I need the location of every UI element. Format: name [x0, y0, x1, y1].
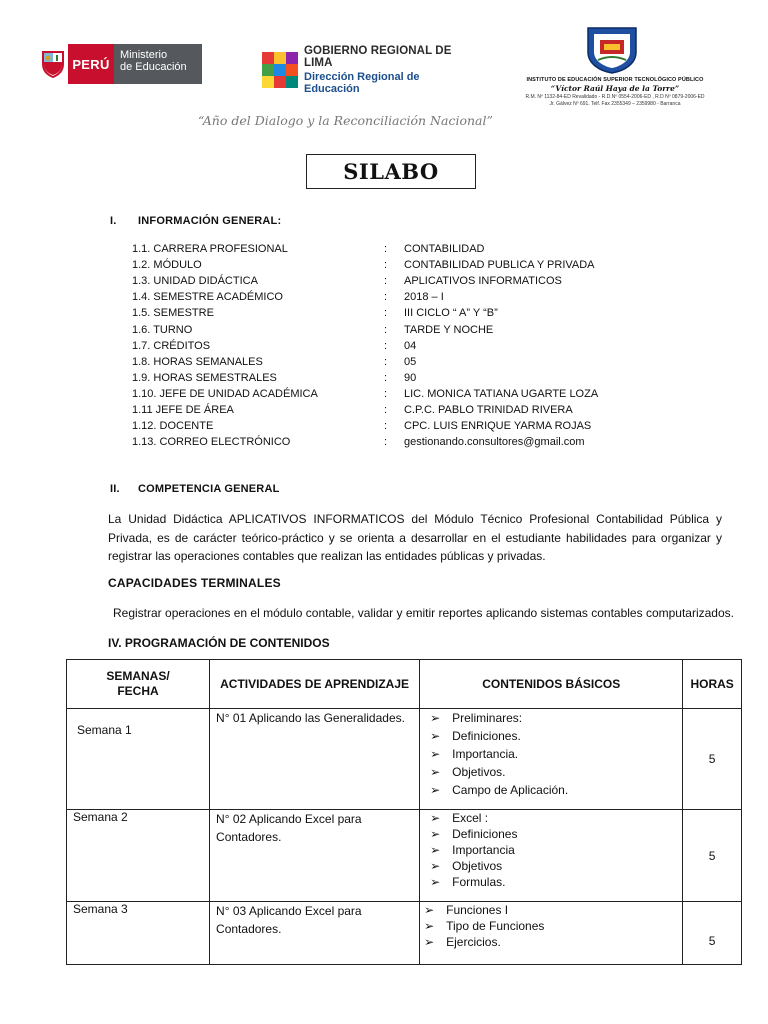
info-colon: :: [384, 275, 388, 288]
activity-cell: N° 03 Aplicando Excel para Contadores.: [210, 902, 420, 965]
list-item: ➢ Funciones I: [424, 903, 509, 917]
arrow-bullet-icon: ➢: [424, 903, 435, 917]
activity-cell: N° 01 Aplicando las Generalidades.: [210, 709, 420, 810]
info-colon: :: [384, 323, 388, 336]
info-value: 04: [404, 339, 417, 352]
info-label: 1.4. SEMESTRE ACADÉMICO: [132, 291, 283, 304]
week-cell: Semana 1: [67, 709, 210, 810]
table-header-row: [67, 660, 742, 709]
info-row: [132, 305, 652, 321]
arrow-bullet-icon: ➢: [430, 875, 441, 889]
section-1-number: I.: [110, 215, 117, 227]
info-colon: :: [384, 387, 388, 400]
contents-cell: [420, 709, 683, 810]
col-header-activities: ACTIVIDADES DE APRENDIZAJE: [210, 660, 420, 709]
gobierno-regional-logo: [262, 45, 462, 95]
competence-paragraph: La Unidad Didáctica APLICATIVOS INFORMATICOS del Módulo Técnico Profesional Contabilidad Pública y Privada, es de carácter teórico-práctico y se orienta a desarrollar en el estudiante habilidades para organizar y registrar las operaciones contables que realizan las entidades públicas y privadas.: [108, 512, 722, 563]
info-label: 1.6. TURNO: [132, 323, 193, 336]
list-item: ➢ Ejercicios.: [424, 935, 501, 949]
hours-cell: 5: [683, 709, 742, 810]
regional-gov-title: GOBIERNO REGIONAL DE LIMA: [304, 45, 452, 69]
col-header-contents: CONTENIDOS BÁSICOS: [420, 660, 683, 709]
info-value: CONTABILIDAD PUBLICA Y PRIVADA: [404, 259, 595, 272]
info-colon: :: [384, 291, 388, 304]
document-title: SILABO: [343, 159, 439, 184]
info-colon: :: [384, 355, 388, 368]
general-info-list: [132, 241, 652, 450]
institute-shield-icon: [586, 26, 638, 74]
list-item: ➢ Definiciones.: [430, 729, 521, 743]
info-row: [132, 434, 652, 450]
arrow-bullet-icon: ➢: [430, 729, 441, 743]
info-row: [132, 354, 652, 370]
info-value: TARDE Y NOCHE: [404, 323, 494, 336]
info-label: 1.13. CORREO ELECTRÓNICO: [132, 436, 291, 449]
list-item: ➢ Tipo de Funciones: [424, 919, 545, 933]
info-row: [132, 338, 652, 354]
info-row: [132, 402, 652, 418]
info-colon: :: [384, 420, 388, 433]
info-value: APLICATIVOS INFORMATICOS: [404, 275, 562, 288]
info-row: [132, 241, 652, 257]
section-2-title: COMPETENCIA GENERAL: [138, 483, 280, 495]
list-item: ➢ Importancia.: [430, 747, 519, 761]
activity-cell: N° 02 Aplicando Excel para Contadores.: [210, 810, 420, 902]
info-row: [132, 273, 652, 289]
section-1-title: INFORMACIÓN GENERAL:: [138, 215, 282, 227]
info-colon: :: [384, 259, 388, 272]
list-item: ➢ Objetivos: [430, 859, 503, 873]
info-value: gestionando.consultores@gmail.com: [404, 436, 585, 449]
arrow-bullet-icon: ➢: [430, 747, 441, 761]
info-row: [132, 370, 652, 386]
info-value: 90: [404, 371, 417, 384]
info-colon: :: [384, 436, 388, 449]
info-label: 1.10. JEFE DE UNIDAD ACADÉMICA: [132, 387, 318, 400]
peru-label: PERÚ: [68, 44, 114, 84]
title-box: [306, 154, 476, 189]
table-row: [67, 709, 742, 810]
section-2-number: II.: [110, 483, 120, 495]
institute-name: INSTITUTO DE EDUCACIÓN SUPERIOR TECNOLÓGICO PÚBLICO: [526, 77, 704, 83]
week-cell: Semana 2: [67, 810, 210, 902]
info-colon: :: [384, 243, 388, 256]
info-value: III CICLO “ A” Y “B”: [404, 307, 498, 320]
info-colon: :: [384, 307, 388, 320]
table-row: [67, 902, 742, 965]
ministerio-educacion-logo: [38, 44, 202, 84]
list-item: ➢ Importancia: [430, 843, 515, 857]
info-colon: :: [384, 371, 388, 384]
info-label: 1.3. UNIDAD DIDÁCTICA: [132, 275, 258, 288]
hours-cell: 5: [683, 902, 742, 965]
info-label: 1.2. MÓDULO: [132, 259, 202, 272]
programacion-heading: IV. PROGRAMACIÓN DE CONTENIDOS: [108, 636, 330, 650]
info-colon: :: [384, 403, 388, 416]
institute-resolution: R.M. Nº 1132-84-ED Revalidado - R.D.Nº 0554-2006-ED , R.D Nº 0879-2006-ED: [525, 94, 705, 100]
info-value: C.P.C. PABLO TRINIDAD RIVERA: [404, 403, 573, 416]
col-header-hours: HORAS: [683, 660, 742, 709]
capacidades-heading: CAPACIDADES TERMINALES: [108, 576, 281, 590]
regional-mark-icon: [262, 52, 298, 88]
col-header-weeks: SEMANAS/ FECHA: [67, 660, 210, 709]
arrow-bullet-icon: ➢: [424, 935, 435, 949]
list-item: ➢ Definiciones: [430, 827, 518, 841]
info-label: 1.9. HORAS SEMESTRALES: [132, 371, 277, 384]
info-label: 1.5. SEMESTRE: [132, 307, 214, 320]
info-value: 05: [404, 355, 417, 368]
info-label: 1.1. CARRERA PROFESIONAL: [132, 243, 288, 256]
year-motto: “Año del Dialogo y la Reconciliación Nacional”: [198, 113, 493, 128]
contents-table: [66, 659, 742, 965]
list-item: ➢ Formulas.: [430, 875, 506, 889]
info-label: 1.8. HORAS SEMANALES: [132, 355, 263, 368]
list-item: ➢ Objetivos.: [430, 765, 506, 779]
info-row: [132, 418, 652, 434]
info-label: 1.7. CRÉDITOS: [132, 339, 211, 352]
section-2-heading: [110, 483, 280, 495]
arrow-bullet-icon: ➢: [424, 919, 435, 933]
info-row: [132, 386, 652, 402]
info-label: 1.11 JEFE DE ÁREA: [132, 403, 234, 416]
info-value: CPC. LUIS ENRIQUE YARMA ROJAS: [404, 420, 592, 433]
table-row: [67, 810, 742, 902]
section-1-heading: [110, 215, 281, 227]
regional-direction-title: Dirección Regional de Educación: [304, 71, 420, 95]
arrow-bullet-icon: ➢: [430, 765, 441, 779]
capacidades-text: Registrar operaciones en el módulo contable, validar y emitir reportes aplicando sistemas contables computarizados.: [113, 606, 734, 620]
info-label: 1.12. DOCENTE: [132, 420, 214, 433]
list-item: ➢ Preliminares:: [430, 711, 523, 725]
arrow-bullet-icon: ➢: [430, 783, 441, 797]
info-value: 2018 – I: [404, 291, 444, 304]
institute-info: [500, 77, 730, 107]
info-value: CONTABILIDAD: [404, 243, 485, 256]
ministry-label: Ministerio de Educación: [114, 44, 202, 84]
info-row: [132, 289, 652, 305]
arrow-bullet-icon: ➢: [430, 827, 441, 841]
arrow-bullet-icon: ➢: [430, 843, 441, 857]
info-value: LIC. MONICA TATIANA UGARTE LOZA: [404, 387, 599, 400]
institute-address: Jr. Gálvez Nº 691. Telf. Fax 2355349 – 2359980 - Barranca: [549, 101, 681, 107]
arrow-bullet-icon: ➢: [430, 711, 441, 725]
info-colon: :: [384, 339, 388, 352]
contents-cell: [420, 902, 683, 965]
arrow-bullet-icon: ➢: [430, 811, 441, 825]
hours-cell: 5: [683, 810, 742, 902]
arrow-bullet-icon: ➢: [430, 859, 441, 873]
info-row: [132, 257, 652, 273]
list-item: ➢ Excel :: [430, 811, 489, 825]
week-cell: Semana 3: [67, 902, 210, 965]
list-item: ➢ Campo de Aplicación.: [430, 783, 569, 797]
institute-person: “Víctor Raúl Haya de la Torre”: [550, 84, 680, 93]
peru-shield-icon: [38, 44, 68, 84]
info-row: [132, 321, 652, 337]
contents-cell: [420, 810, 683, 902]
